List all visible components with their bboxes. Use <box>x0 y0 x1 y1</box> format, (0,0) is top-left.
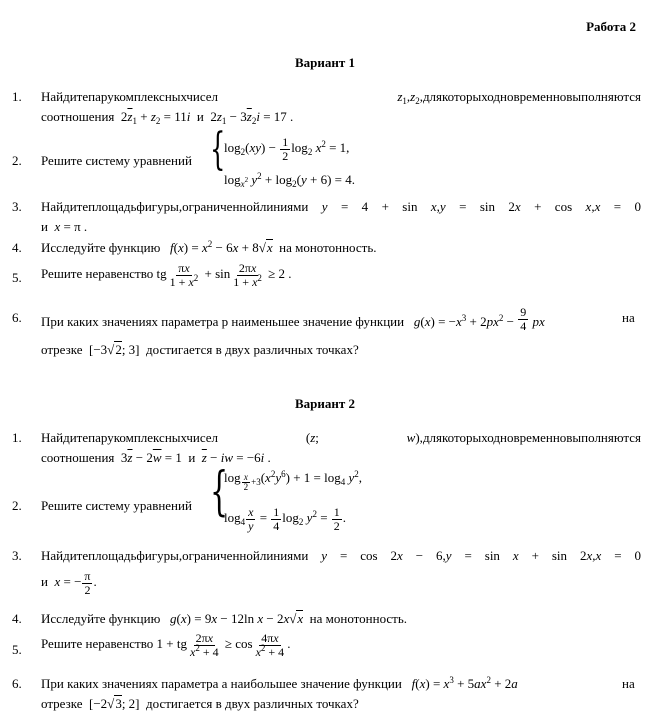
variant-1-title: Вариант 1 <box>294 55 356 70</box>
v1-problem-6-number: 6. <box>12 310 22 325</box>
v2-problem-3-line-1: Найдитеплощадьфигуры,ограниченнойлиниями y = cos 2x − 6,y = sin x + sin 2x,x = 0 <box>41 548 641 563</box>
v1-system-eq-1: $\log_2(xy)$ − $\frac{1}{2}$ $\log_2 x^2 = 1$, <box>224 135 350 163</box>
v2-problem-3-line-2: и x = − $\frac{\pi}{2}$ . <box>41 569 97 597</box>
v2-problem-1-line-1: Найдитепарукомплексныхчисел (z; w),длякоторыходновременновыполняются <box>41 430 641 445</box>
v1-problem-1-line-1: Найдитепарукомплексныхчисел $z_1,z_2,длякоторыходновременновыполняются$ <box>41 89 641 106</box>
v2-problem-5-number: 5. <box>12 642 22 657</box>
v1-system-eq-2: $\log_{x^2} y^2 + \log_2(y + 6) = 4$. <box>224 171 355 189</box>
v1-problem-4-number: 4. <box>12 240 22 255</box>
v1-problem-2-prefix: Решите систему уравнений <box>41 153 192 168</box>
v2-problem-6-number: 6. <box>12 676 22 691</box>
v1-problem-3-line-1: Найдитеплощадьфигуры,ограниченнойлиниями y = 4 + sin x,y = sin 2x + cos x,x = 0 <box>41 199 641 214</box>
v2-system-brace: { <box>210 462 229 522</box>
v2-system-eq-2: $\log_4$ $\frac{x}{y}$ = $\frac{1}{4}$ $\log_2 y^2$ = $\frac{1}{2}$ . <box>224 505 347 533</box>
v1-problem-1-line-2: соотношения $2\overline{z}_1 + z_2 = 11i$ и $2z_1 - 3\overline{z}_2i = 17$ . <box>41 109 294 126</box>
v2-problem-1-number: 1. <box>12 430 22 445</box>
v2-problem-3-number: 3. <box>12 548 22 563</box>
v2-problem-4-number: 4. <box>12 611 22 626</box>
variant-2-title: Вариант 2 <box>294 396 356 411</box>
v2-problem-6-line-2: отрезке [−2√3; 2] достигается в двух различных точках? <box>41 696 359 711</box>
v1-problem-3-line-2: и x = π . <box>41 219 88 234</box>
v2-problem-1-line-2: соотношения $3\overline{z} - 2\overline{w} = 1$ и $\overline{z}$ − iw = −6i . <box>41 450 271 465</box>
v2-system-eq-1: log $_{\frac{x}{2} +3}(x^2y^6) + 1 = \log_4 y^2$, <box>224 469 362 493</box>
v2-problem-4-line: Исследуйте функцию g(x) = 9x − 12ln x − 2x√x на монотонность. <box>41 611 408 626</box>
v1-problem-5-line: Решите неравенство tg $\frac{\pi x}{1 + x^2}$ + sin $\frac{2\pi x}{1 + x^2}$ ≥ 2 . <box>41 261 292 289</box>
v2-problem-2-number: 2. <box>12 498 22 513</box>
v2-problem-6-line-1: При каких значениях параметра a наибольшее значение функции $f(x) = x^3 + 5ax^2 + 2a$ <box>41 675 518 691</box>
page-title: Работа 2 <box>586 19 636 34</box>
v2-problem-2-prefix: Решите систему уравнений <box>41 498 192 513</box>
v1-problem-6-line-1-end: на <box>622 310 635 325</box>
v2-problem-5-line: Решите неравенство 1 + tg $\frac{2\pi x}{x^2 + 4}$ ≥ cos $\frac{4\pi x}{x^2 + 4}$ . <box>41 631 291 659</box>
v1-problem-5-number: 5. <box>12 270 22 285</box>
v2-problem-6-line-1-end: на <box>622 676 635 691</box>
v1-problem-1-number: 1. <box>12 89 22 104</box>
v1-problem-2-number: 2. <box>12 153 22 168</box>
v1-problem-6-line-2: отрезке [−3√2; 3] достигается в двух различных точках? <box>41 342 359 357</box>
v1-problem-4-line: Исследуйте функцию $f(x) = x^2 - 6x + 8√x$ на монотонность. <box>41 239 377 255</box>
v1-problem-6-line-1: При каких значениях параметра p наименьшее значение функции $g(x) = -x^3 + 2px^2$ − $\frac{9}{4}$ px <box>41 305 545 333</box>
v1-system-brace: { <box>210 124 226 175</box>
v1-problem-3-number: 3. <box>12 199 22 214</box>
